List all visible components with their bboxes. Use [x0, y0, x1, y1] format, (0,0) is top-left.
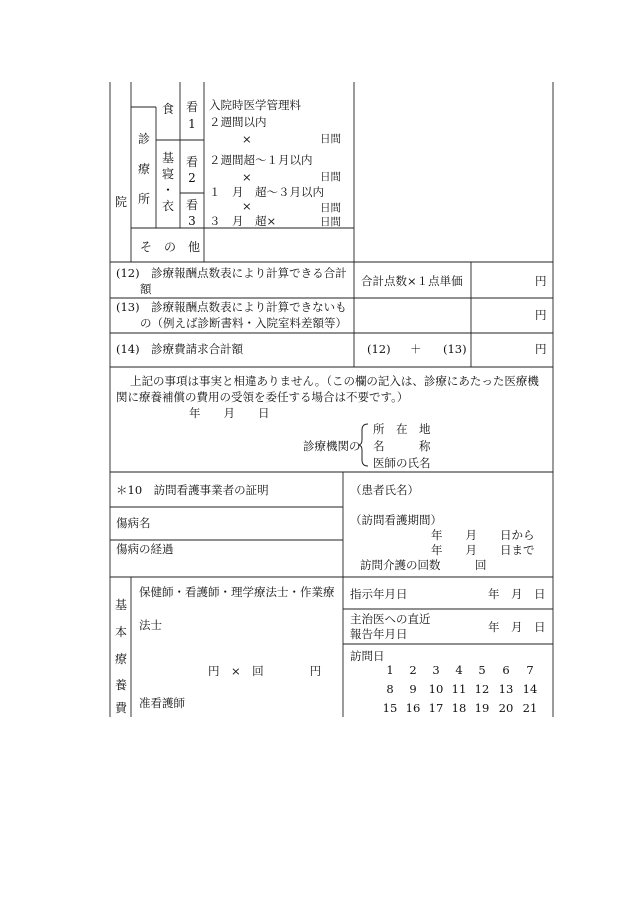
row3-days-b: 日間 [320, 216, 341, 228]
r14-ref-12: (12) [367, 342, 391, 356]
r14-yen: 円 [535, 342, 547, 356]
row1-line1: ２週間以内 [209, 115, 267, 129]
in-label: 院 [114, 195, 127, 209]
order-date-ymd: 年 月 日 [488, 587, 546, 601]
progress-label: 傷病の経過 [116, 542, 174, 556]
shinryo-char-1: 診 [137, 132, 150, 146]
r14-ref-13: (13) [443, 342, 467, 356]
visit-day-20: 20 [498, 701, 514, 715]
visit-day-2: 2 [409, 663, 417, 677]
visit-day-10: 10 [428, 682, 444, 696]
row3-line2: ３ 月 超× [209, 214, 277, 228]
kan1-num: 1 [188, 117, 196, 131]
report-label-line1: 主治医への直近 [350, 612, 431, 626]
visit-day-16: 16 [405, 701, 421, 715]
row2-line1: ２週間超～１月以内 [209, 153, 313, 167]
kan3-top: 看 [185, 198, 198, 212]
visit-days-label: 訪問日 [350, 649, 385, 663]
kishin-char-1: 基 [161, 151, 174, 165]
visit-day-3: 3 [432, 663, 440, 677]
r12-text-line1: (12) 診療報酬点数表により計算できる合計 [116, 266, 347, 280]
kihon-char-2: 本 [114, 625, 127, 639]
kihon-char-4: 養 [114, 678, 127, 692]
row3-days-a: 日間 [320, 202, 341, 214]
kan2-top: 看 [185, 155, 198, 169]
report-label-line2: 報告年月日 [350, 627, 408, 641]
shinryo-char-3: 所 [137, 192, 150, 206]
cert-org-label: 診療機関の [303, 439, 361, 453]
kishin-char-4: 衣 [161, 199, 174, 213]
row1-days: 日間 [320, 133, 341, 145]
staff-line1: 保健師・看護師・理学療法士・作業療 [139, 585, 335, 599]
patient-name-label: （患者氏名） [350, 483, 419, 497]
visit-day-18: 18 [451, 701, 467, 715]
nursing-title: ＊10 訪問看護事業者の証明 [116, 483, 269, 497]
order-date-label: 指示年月日 [350, 587, 408, 601]
report-date-ymd: 年 月 日 [488, 620, 546, 634]
row2-times: × [242, 170, 252, 184]
visit-day-5: 5 [478, 663, 486, 677]
r13-text-line2: の（例えば診断書料・入院室料差額等） [140, 316, 347, 330]
visit-day-13: 13 [498, 682, 514, 696]
r13-yen: 円 [535, 308, 547, 322]
visit-day-17: 17 [428, 701, 444, 715]
visit-day-21: 21 [522, 701, 538, 715]
disease-label: 傷病名 [116, 516, 151, 530]
cert-address: 所 在 地 [373, 422, 431, 436]
r14-text: (14) 診療費請求合計額 [116, 342, 244, 356]
kan1-top: 看 [185, 100, 198, 114]
r13-text-line1: (13) 診療報酬点数表により計算できないも [116, 300, 347, 314]
r12-text-line2: 額 [140, 282, 152, 296]
kihon-char-1: 基 [114, 598, 127, 612]
visit-count: 訪問介護の回数 回 [360, 558, 487, 572]
cert-brace [358, 422, 370, 468]
visit-day-11: 11 [451, 682, 467, 696]
row3-times: × [242, 199, 252, 213]
food-label: 食 [161, 102, 174, 116]
row1-title: 入院時医学管理料 [209, 98, 301, 112]
row3-line1: １ 月 超～３月以内 [209, 185, 324, 199]
visit-day-14: 14 [522, 682, 538, 696]
visit-day-8: 8 [386, 682, 394, 696]
row2-days: 日間 [320, 171, 341, 183]
visit-day-12: 12 [474, 682, 490, 696]
cert-date: 年 月 日 [189, 406, 270, 420]
period-from: 年 月 日から [431, 528, 535, 542]
kan2-num: 2 [188, 171, 196, 185]
fee-calc: 円 × 回 円 [208, 664, 322, 678]
r12-calc: 合計点数×１点単価 [361, 274, 463, 288]
jun-nurse-label: 准看護師 [139, 696, 185, 710]
shinryo-char-2: 療 [137, 162, 150, 176]
visit-day-7: 7 [526, 663, 534, 677]
kihon-char-3: 療 [114, 652, 127, 666]
cert-name: 名 称 [373, 439, 431, 453]
row1-times: × [242, 132, 252, 146]
period-label: （訪問看護期間） [350, 513, 442, 527]
r14-plus: ＋ [410, 342, 422, 356]
visit-day-6: 6 [502, 663, 510, 677]
visit-day-1: 1 [386, 663, 394, 677]
staff-line2: 法士 [139, 618, 162, 632]
kishin-char-2: 寝 [161, 167, 174, 181]
visit-day-15: 15 [382, 701, 398, 715]
sonota-label: そ の 他 [140, 240, 201, 254]
visit-day-19: 19 [474, 701, 490, 715]
cert-line2: 関に療養補償の費用の受領を委任する場合は不要です。） [116, 390, 409, 404]
r12-yen: 円 [535, 274, 547, 288]
kishin-char-3: ・ [161, 183, 174, 197]
visit-day-9: 9 [409, 682, 417, 696]
kihon-char-5: 費 [114, 701, 127, 715]
period-to: 年 月 日まで [431, 543, 535, 557]
kan3-num: 3 [188, 214, 196, 228]
cert-line1: 上記の事項は事実と相違ありません。（この欄の記入は、診療にあたった医療機 [130, 374, 539, 388]
visit-day-4: 4 [455, 663, 463, 677]
cert-doctor: 医師の氏名 [373, 456, 431, 470]
